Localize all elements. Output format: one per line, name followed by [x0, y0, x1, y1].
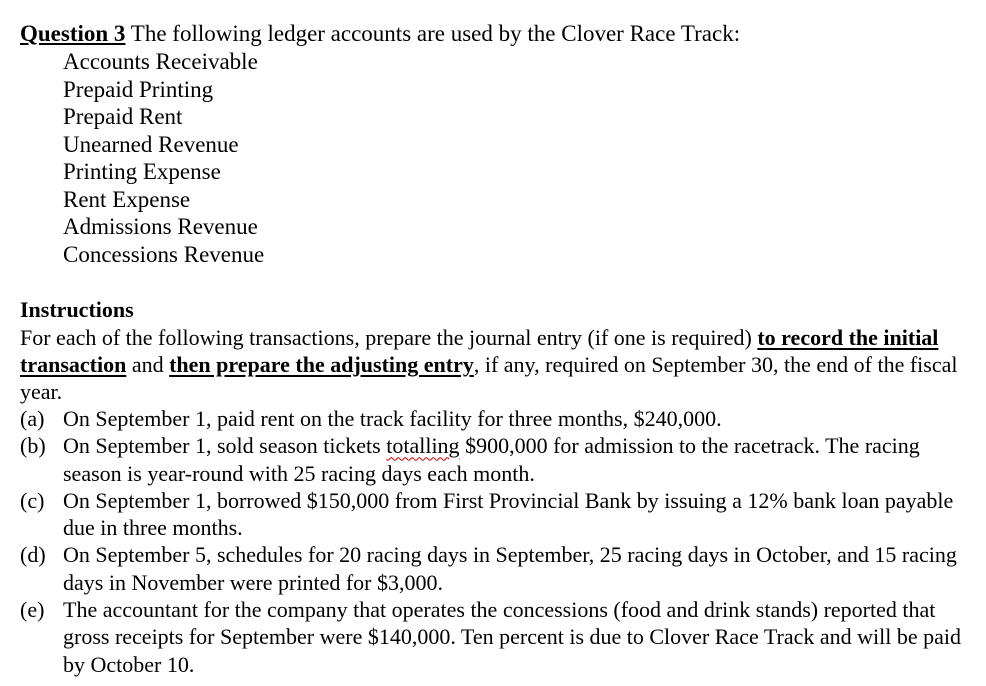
transaction-text: On September 1, paid rent on the track facility for three months, $240,000. — [63, 406, 722, 431]
transaction-letter: (e) — [20, 597, 45, 623]
ledger-account: Concessions Revenue — [63, 241, 265, 267]
transaction-item — [20, 405, 970, 432]
instructions-paragraph — [20, 324, 966, 405]
question-header — [20, 20, 740, 48]
question-intro: The following ledger accounts are used by the Clover Race Track: — [125, 21, 741, 46]
instructions-heading: Instructions — [20, 297, 134, 322]
transaction-text: On September 1, sold season tickets — [63, 433, 387, 459]
transaction-item — [20, 487, 970, 542]
instructions-emphasis: to record the initial transaction — [20, 325, 939, 377]
transaction-item — [20, 432, 970, 487]
question-label: Question 3 — [20, 21, 126, 46]
instructions-text: , if any, required on September 30, the end of the fiscal year. — [20, 352, 958, 404]
transaction-letter: (c) — [20, 487, 45, 513]
transaction-letter: (a) — [20, 406, 45, 431]
transaction-item — [20, 541, 970, 596]
ledger-account-list — [63, 48, 264, 268]
ledger-account: Prepaid Printing — [63, 76, 214, 102]
ledger-account: Accounts Receivable — [63, 49, 258, 74]
ledger-account: Printing Expense — [63, 159, 221, 184]
instructions-emphasis: then prepare the adjusting entry — [169, 352, 474, 377]
ledger-account: Rent Expense — [63, 186, 191, 212]
instructions-text: and — [126, 352, 170, 377]
transaction-list — [20, 405, 970, 678]
ledger-account: Unearned Revenue — [63, 131, 239, 157]
ledger-account: Admissions Revenue — [63, 214, 258, 239]
transaction-text: On September 5, schedules for 20 racing days in September, 25 racing days in October, and 15 racing days in November were printed for $3,000. — [63, 542, 957, 595]
transaction-letter: (b) — [20, 433, 46, 459]
spellcheck-flagged-word: totalling — [386, 433, 460, 459]
transaction-text: The accountant for the company that operates the concessions (food and drink stands) reported that gross receipts for September were $140,000. Ten percent is due to Clover Race Track and will be paid by October 10. — [63, 597, 961, 677]
instructions-text: For each of the following transactions, prepare the journal entry (if one is required) — [20, 325, 758, 350]
ledger-account: Prepaid Rent — [63, 104, 183, 129]
transaction-text: $900,000 for admission to the racetrack. The racing season is year-round with 25 racing days each month. — [63, 433, 920, 486]
transaction-text: On September 1, borrowed $150,000 from First Provincial Bank by issuing a 12% bank loan payable due in three months. — [63, 487, 954, 541]
transaction-letter: (d) — [20, 542, 46, 568]
transaction-item — [20, 596, 970, 678]
